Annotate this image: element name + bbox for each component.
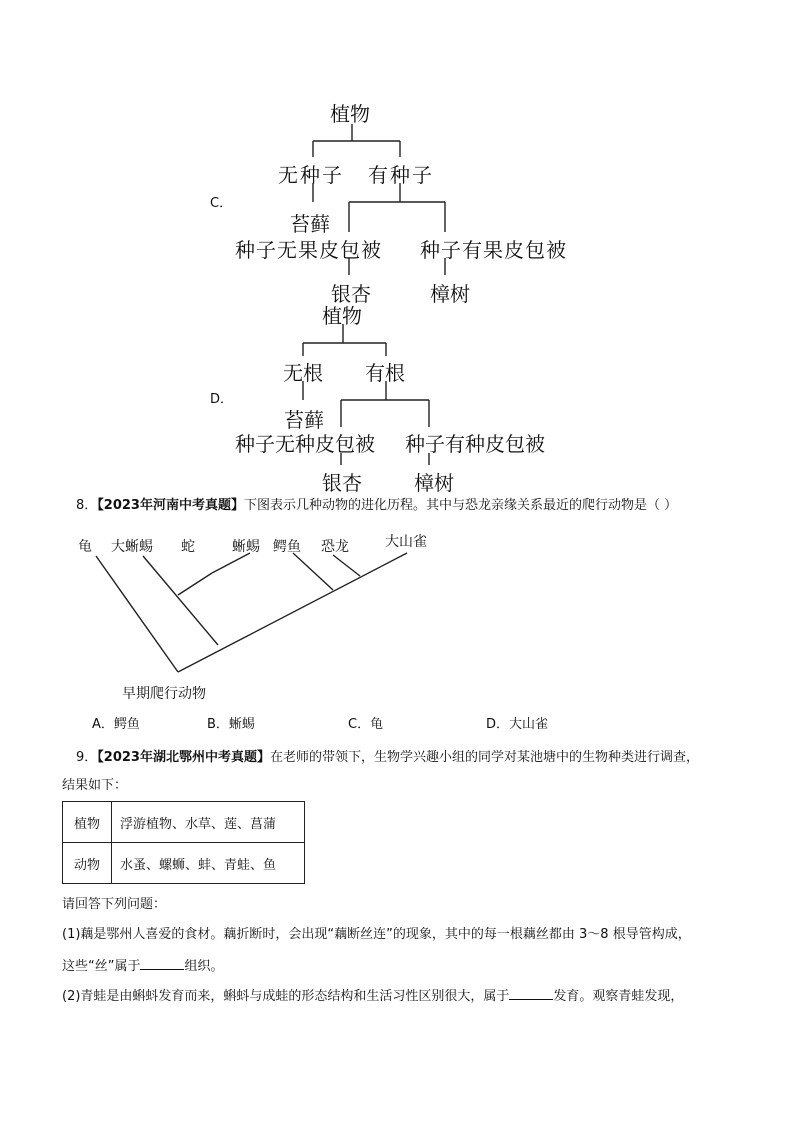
option-d-left: 无根	[283, 361, 323, 385]
option-d-ginkgo: 银杏	[322, 471, 362, 495]
option-d-right: 有根	[365, 361, 405, 385]
option-c-ginkgo: 银杏	[331, 282, 371, 306]
question-8-number: 8．	[76, 498, 98, 513]
option-c-moss: 苔藓	[290, 212, 330, 236]
answer-blank-2[interactable]	[509, 985, 553, 1000]
tree-label-crocodile: 鳄鱼	[273, 539, 301, 555]
table-header-plants: 植物	[63, 802, 112, 843]
question-9-sub1-line1: (1)藕是鄂州人喜爱的食材。藕折断时，会出现“藕断丝连”的现象，其中的每一根藕丝都由 3～8 根导管构成，	[62, 927, 691, 942]
option-d-no-peel: 种子无种皮包被	[235, 432, 375, 456]
survey-table	[62, 801, 305, 884]
question-8-source: 【2023年河南中考真题】	[97, 498, 244, 513]
option-d-letter: D．	[210, 392, 234, 407]
table-value-plants: 浮游植物、水草、莲、菖蒲	[112, 802, 305, 843]
tree-label-tuatara: 大蜥蜴	[111, 539, 153, 555]
sub2-text-a: (2)青蛙是由蝌蚪发育而来，蝌蚪与成蛙的形态结构和生活习性区别很大，属于	[62, 989, 510, 1004]
question-9-text: 在老师的带领下，生物学兴趣小组的同学对某池塘中的生物种类进行调查，	[269, 750, 699, 765]
tree-label-lizard: 蜥蜴	[232, 539, 260, 555]
question-9-sub1-line2	[62, 955, 224, 977]
tree-label-turtle: 龟	[78, 539, 92, 555]
question-9-source: 【2023年湖北鄂州中考真题】	[97, 750, 270, 765]
option-d-choice[interactable]: D．大山雀	[486, 717, 549, 732]
tree-label-great-tit: 大山雀	[385, 534, 427, 550]
option-c-right: 有种子	[368, 163, 434, 187]
tree-label-dinosaur: 恐龙	[321, 539, 349, 555]
sub2-text-b: 发育。观察青蛙发现，	[553, 989, 684, 1004]
question-9-number: 9．	[76, 750, 98, 765]
tree-root-label: 早期爬行动物	[122, 686, 206, 702]
sub1-text-a: 这些“丝”属于	[62, 959, 141, 974]
option-d-camphor: 樟树	[414, 471, 454, 495]
option-c-letter: C．	[210, 196, 233, 211]
sub1-text-b: 组织。	[184, 959, 224, 974]
question-8-text: 下图表示几种动物的进化历程。其中与恐龙亲缘关系最近的爬行动物是（ ）	[243, 498, 678, 513]
question-9-prompt: 请回答下列问题：	[62, 897, 167, 912]
table-row	[63, 802, 305, 843]
option-c-no-peel: 种子无果皮包被	[235, 238, 382, 262]
table-row	[63, 843, 305, 884]
question-9-sub2	[62, 985, 683, 1007]
option-d-with-peel: 种子有种皮包被	[405, 432, 545, 456]
option-b[interactable]: B．蜥蜴	[207, 717, 255, 732]
question-9-stem	[76, 748, 699, 768]
table-value-animals: 水蚤、螺蛳、蚌、青蛙、鱼	[112, 843, 305, 884]
table-header-animals: 动物	[63, 843, 112, 884]
option-c-with-peel: 种子有果皮包被	[420, 238, 567, 262]
option-c-left: 无种子	[278, 163, 344, 187]
option-c-root: 植物	[330, 102, 370, 126]
option-c-camphor: 樟树	[430, 282, 470, 306]
question-9-text-line2: 结果如下：	[62, 778, 128, 793]
option-c-choice[interactable]: C．龟	[348, 717, 384, 732]
answer-blank-1[interactable]	[140, 955, 184, 970]
tree-label-snake: 蛇	[181, 539, 195, 555]
option-d-moss: 苔藓	[284, 408, 324, 432]
option-d-root: 植物	[322, 304, 362, 328]
option-a[interactable]: A．鳄鱼	[92, 717, 140, 732]
